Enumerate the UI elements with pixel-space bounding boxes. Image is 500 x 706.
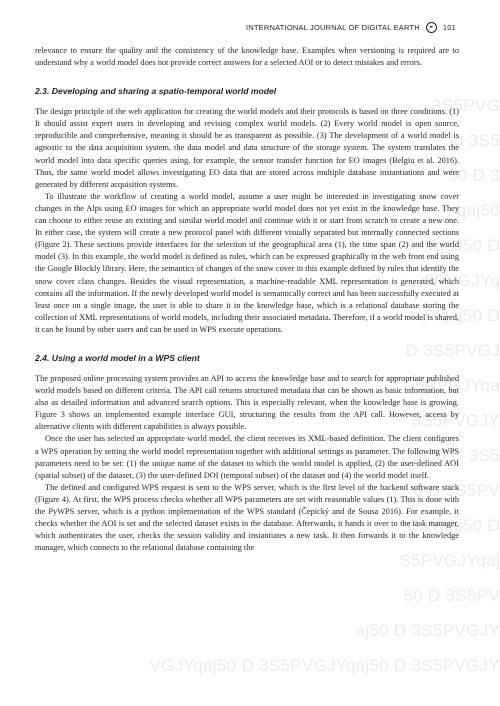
watermark-text: D 3S5PVGJ (406, 341, 500, 361)
watermark-text: 3S5PVGJY (412, 411, 500, 431)
section-title: Developing and sharing a spatio-temporal world model (52, 86, 276, 96)
section-number: 2.3. (35, 86, 49, 96)
section-number: 2.4. (35, 353, 49, 363)
paragraph: The proposed online processing system provides an API to access the knowledge base and to search for appropriate published world models based on different criteria. The API call returns structured metadata that can be shown as basic information, but also as detailed information and advanced search options. This is especially relevant, when the knowledge base is growing. Figure 3 shows an implemented example interface GUI, structuring the results from the API call. However, access by alternative clients with different capabilities is always possible. (35, 373, 459, 433)
section-heading (35, 86, 459, 96)
body-text (35, 45, 459, 554)
watermark-text: 3S5PVG (432, 96, 500, 116)
watermark-text: ld 3S5 (450, 131, 500, 151)
watermark-text: aj50 D 3S5PVGJY (356, 621, 500, 641)
section-heading (35, 353, 459, 363)
paragraph: relevance to ensure the quality and the consistency of the knowledge base. Examples when versioning is required are to understand why a world model does not provide correct answers for a selected AOI or to detect mistakes and errors. (35, 45, 459, 69)
watermark-text: VGJYqaj50 D 3S5PVGJYqaj50 D 3S5PVGJY (149, 656, 500, 676)
paragraph: To illustrate the workflow of creating a world model, assume a user might be interested in investigating snow cover changes in the Alps using EO images for which an appropriate world model does not yet exist in the knowledge base. They can choose to either reuse an existing and similar world model and continue with it or start from scratch to create a new one. In either case, the system will create a new protocol panel with different visually separated but internally connected sections (Figure 2). These sections provide interfaces for the selection of the geographical area (1), the time span (2) and the world model (3). In this example, the world model is defined as rules, which can be expressed graphically in the web front end using the Google Blockly library. Here, the semantics of changes of the snow cover in this example defined by rules that identify the snow cover class changes. Besides the visual representation, a machine-readable XML representation is generated, which contains all the information. If the newly developed world model is semantically correct and has been successfully executed at least once on a single image, the user is able to share it in the knowledge base, which is a relational database storing the collection of XML representations of world models, including their associated metadata. Therefore, if a world model is shared, it can be found by other users and can be used in WPS execute operations. (35, 191, 459, 336)
watermark-text: 50 D 3 (448, 166, 500, 186)
watermark-text: 5PVGJYq (425, 271, 500, 291)
watermark-text: S5PVGJYqaj (399, 551, 500, 571)
watermark-text: 0 D 3S5PV (413, 481, 500, 501)
section-title: Using a world model in a WPS client (52, 353, 200, 363)
watermark-text: JYqaj50 D (420, 306, 500, 326)
paragraph: Once the user has selected an appropriate world model, the client receives its XML-based definition. The client configures a WPS operation by setting the world model representation together with additional settings as parameter. The following WPS parameters need to be set: (1) the unique name of the dataset to which the world model is applied, (2) the user-defined AOI (spatial subset) of the dataset, (3) the user-defined DOI (temporal subset) of the dataset and (4) the world model itself. (35, 433, 459, 481)
paragraph: The design principle of the web application for creating the world models and their protocols is based on three conditions. (1) It should assist expert users in developing and revising complex world models. (2) Every world model is open source, reproducible and comprehensive, meaning it should be as transparent as possible. (3) The development of a world model is agnostic to the data acquisition system, the data model and data structure of the storage system. The system translates the world model into data specific queries using, for example, the sensor transfer function for EO images (Belgiu et al. 2016). Thus, the same world model allows investigating EO data that are stored across multiple database instantiations and were generated by different acquisition systems. (35, 106, 459, 191)
watermark-text: 50 D 3S5PV (403, 586, 500, 606)
paragraph: The defined and configured WPS request is sent to the WPS server, which is the first level of the backend software stack (Figure 4). At first, the WPS process checks whether all WPS parameters are set with reasonable values (1). This is done with the PyWPS server, which is a python implementation of the WPS standard (Čepický and de Sousa 2016). For example, it checks whether the AOI is set and the selected dataset exists in the database. Afterwards, it hands it over to the task manager, which authenticates the user, checks the session validity and instantiates a new task. It then forwards it to the knowledge manager, which connects to the relational database containing the (35, 482, 459, 555)
watermark-text: 5PVGJYqa (415, 376, 500, 396)
watermark-text: aj50 D 3S5 (413, 446, 500, 466)
watermark-text: YqaJ50 D (425, 236, 500, 256)
watermark-text: GJYqaj50 D (407, 516, 500, 536)
watermark-text: qaj50 (457, 201, 500, 221)
journal-title: INTERNATIONAL JOURNAL OF DIGITAL EARTH (246, 23, 420, 32)
page-number: 101 (443, 23, 456, 32)
journal-logo-icon: ◒ (426, 22, 437, 33)
running-header (246, 22, 456, 33)
